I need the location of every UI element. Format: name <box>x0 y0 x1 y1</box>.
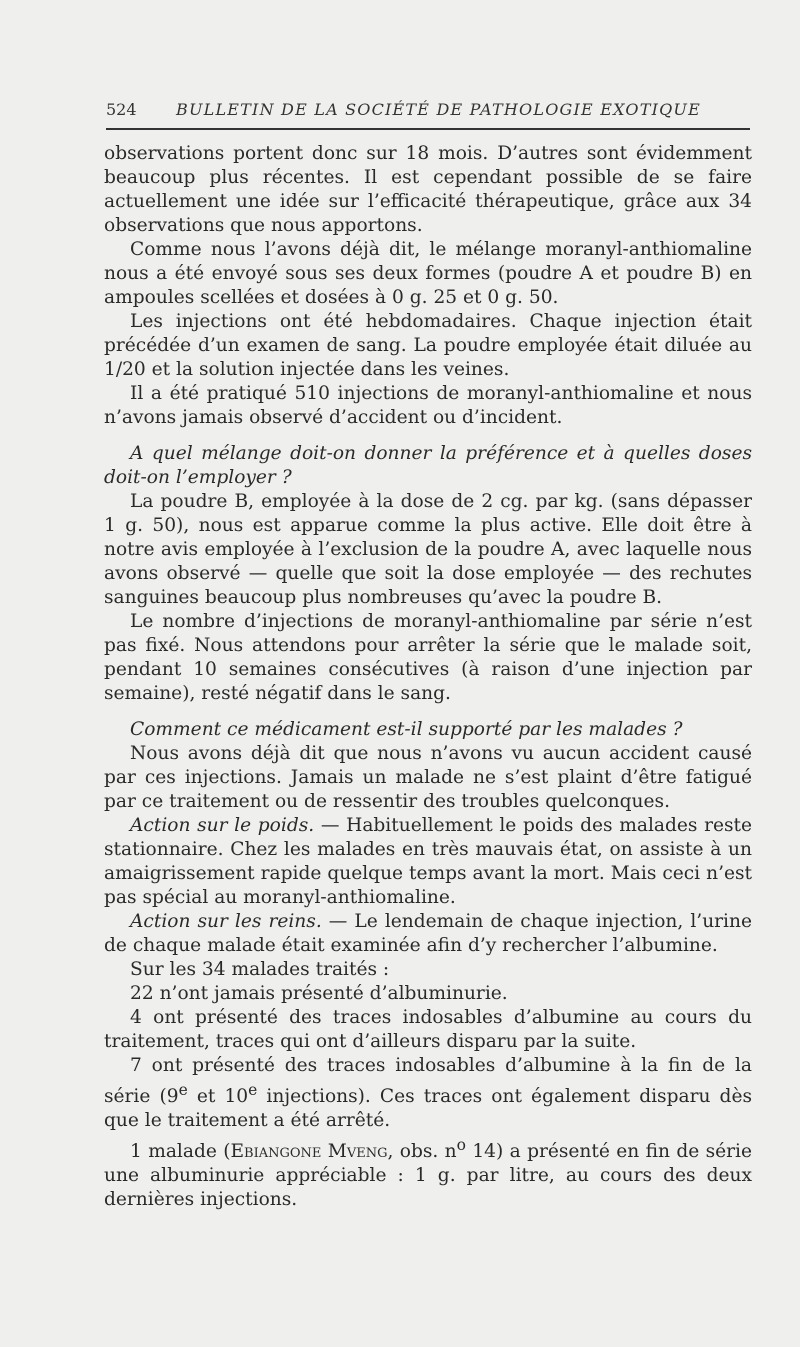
paragraph-14-part-b: , obs. n <box>387 1141 457 1163</box>
superscript: e <box>248 1081 258 1099</box>
body-text <box>104 142 752 1212</box>
paragraph-9 <box>104 910 752 958</box>
paragraph-3: Les injections ont été hebdomadaires. Chaque injection était précédée d’un examen de sang. La poudre employée était diluée au 1/20 et la solution injectée dans les veines. <box>104 311 752 380</box>
paragraph-12: 4 ont présenté des traces indosables d’albumine au cours du traitement, traces qui ont d’ailleurs disparu par la suite. <box>104 1007 752 1052</box>
subheading-reins: Action sur les reins. <box>130 911 322 932</box>
paragraph-14-part-c: 14) a présenté en fin de série une albuminurie appréciable : 1 g. par litre, au cours des deux dernières injections. <box>104 1141 752 1211</box>
paragraph-13-part-c: injections). Ces traces ont également disparu dès que le traitement a été arrêté. <box>104 1086 752 1132</box>
paragraph-8 <box>104 814 752 910</box>
question-heading-1: A quel mélange doit-on donner la préférence et à quelles doses doit-on l’employer ? <box>104 443 752 488</box>
superscript: e <box>178 1081 188 1099</box>
paragraph-13-part-a: 7 ont présenté des traces indosables d’albumine à la fin de la série (9 <box>104 1055 752 1108</box>
patient-name: Ebiangone Mveng <box>230 1141 388 1163</box>
paragraph-10: Sur les 34 malades traités : <box>130 959 390 980</box>
superscript: o <box>456 1136 466 1155</box>
paragraph-5: La poudre B, employée à la dose de 2 cg. par kg. (sans dépasser 1 g. 50), nous est apparue comme la plus active. Elle doit être à notre avis employée à l’exclusion de la poudre A, avec laquelle nous avons observé — quelle que soit la dose employée — des rechutes sanguines beaucoup plus nombreuses qu’avec la poudre B. <box>104 491 752 608</box>
paragraph-4: Il a été pratiqué 510 injections de moranyl-anthiomaline et nous n’avons jamais observé d’accident ou d’incident. <box>104 383 752 428</box>
page-header <box>106 96 750 122</box>
paragraph-1: observations portent donc sur 18 mois. D’autres sont évidemment beaucoup plus récentes. Il est cependant possible de se faire actuellement une idée sur l’efficacité thérapeutique, grâce aux 34 observations que nous apportons. <box>104 143 752 236</box>
page-number: 524 <box>106 100 137 119</box>
question-heading-2: Comment ce médicament est-il supporté par les malades ? <box>130 719 683 740</box>
paragraph-6: Le nombre d’injections de moranyl-anthiomaline par série n’est pas fixé. Nous attendons pour arrêter la série que le malade soit, pendant 10 semaines consécutives (à raison d’une injection par semaine), resté négatif dans le sang. <box>104 611 752 704</box>
paragraph-11: 22 n’ont jamais présenté d’albuminurie. <box>130 983 508 1004</box>
paragraph-2: Comme nous l’avons déjà dit, le mélange moranyl-anthiomaline nous a été envoyé sous ses deux formes (poudre A et poudre B) en ampoules scellées et dosées à 0 g. 25 et 0 g. 50. <box>104 239 752 308</box>
running-title: BULLETIN DE LA SOCIÉTÉ DE PATHOLOGIE EXOTIQUE <box>176 100 701 119</box>
paragraph-13-part-b: et 10 <box>187 1086 249 1108</box>
paragraph-9-text: — Le lendemain de chaque injection, l’urine de chaque malade était examinée afin d’y rechercher l’albumine. <box>104 911 752 956</box>
paragraph-14 <box>104 1133 752 1212</box>
paragraph-8-text: — Habituellement le poids des malades reste stationnaire. Chez les malades en très mauvais état, on assiste à un amaigrissement rapide quelque temps avant la mort. Mais ceci n’est pas spécial au moranyl-anthiomaline. <box>104 815 753 908</box>
subheading-poids: Action sur le poids. <box>130 815 315 836</box>
paragraph-7: Nous avons déjà dit que nous n’avons vu aucun accident causé par ces injections. Jamais un malade ne s’est plaint d’être fatigué par ce traitement ou de ressentir des troubles quelconques. <box>104 743 752 812</box>
paragraph-14-part-a: 1 malade ( <box>130 1141 231 1163</box>
header-rule <box>106 128 750 130</box>
paragraph-13 <box>104 1054 752 1133</box>
